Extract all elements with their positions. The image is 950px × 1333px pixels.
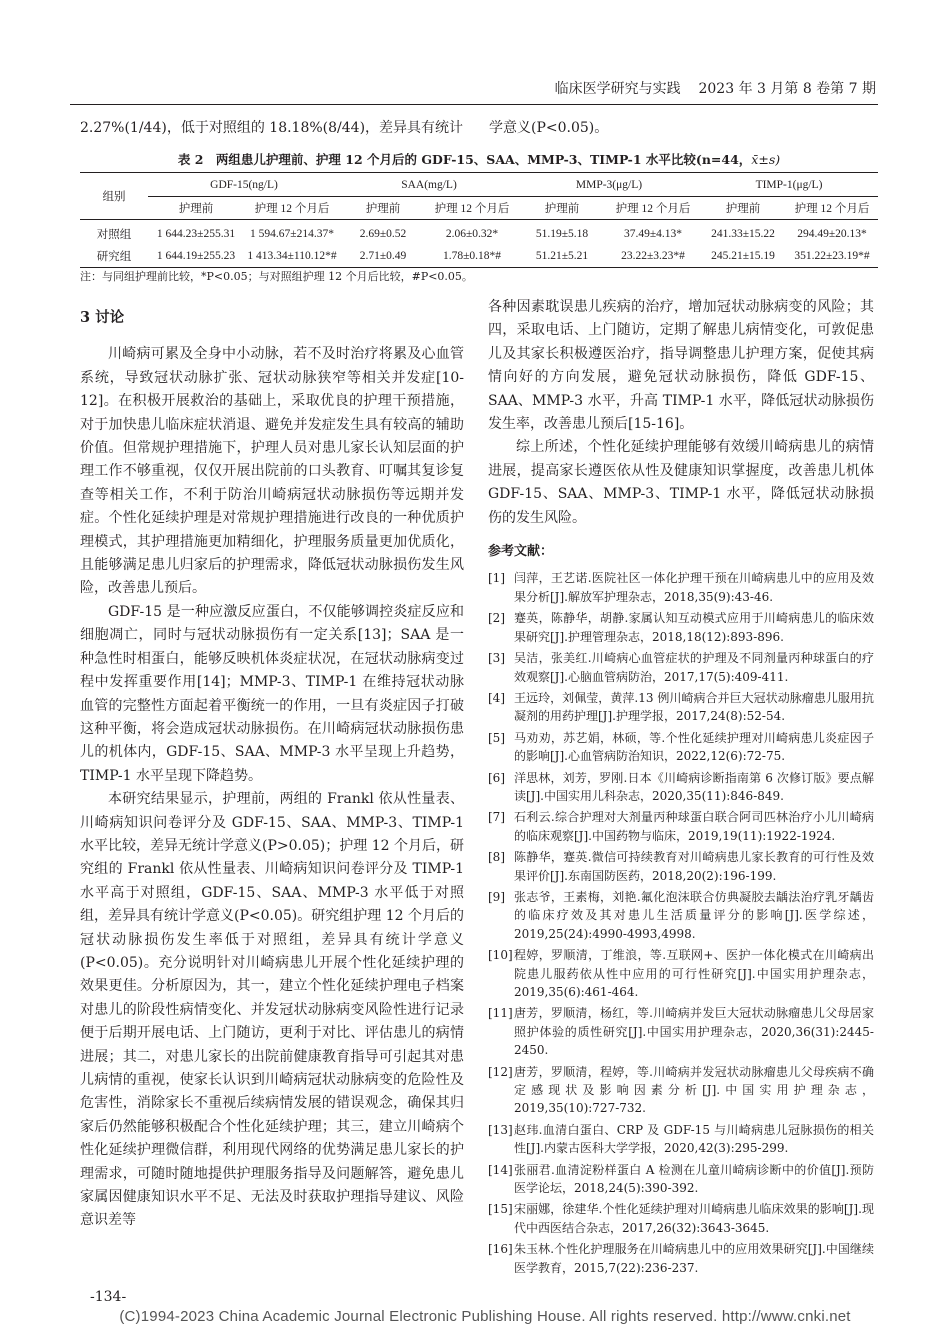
group-header: 组别	[80, 173, 148, 220]
paragraph: 川崎病可累及全身中小动脉，若不及时治疗将累及心血管系统，导致冠状动脉扩张、冠状动脉狭窄等相关并发症[10-12]。在积极开展救治的基础上，采取优良的护理干预措施，对于加快患儿临床症状消退、避免并发症发生具有较高的辅助价值。但常规护理措施下，护理人员对患儿家长认知层面的护理工作不够重视，仅仅开展出院前的口头教育、叮嘱其复诊复查等相关工作，不利于防治川崎病冠状动脉损伤等远期并发症。个性化延续护理是对常规护理措施进行改良的一种优质护理模式，其护理措施更加精细化，护理服务质量更加优质化，且能够满足患儿归家后的护理需求，降低冠状动脉损伤发生风险，改善患儿预后。	[80, 346, 464, 597]
table-title	[80, 150, 878, 168]
table-cell: 51.19±5.18	[535, 228, 589, 240]
table-cell: 1 644.19±255.23	[156, 250, 236, 262]
data-table	[80, 172, 878, 268]
reference-number: [5]	[488, 730, 505, 745]
reference-text: 唐芳，罗顺清，程婷，等.川崎病并发冠状动脉瘤患儿父母疾病不确定感现状及影响因素分析[J].中国实用护理杂志，2019,35(10):727-732.	[514, 1064, 874, 1116]
reference-text: 张丽君.血清淀粉样蛋白 A 检测在儿童川崎病诊断中的价值[J].预防医学论坛，2018,24(5):390-392.	[514, 1162, 874, 1196]
left-column	[80, 306, 464, 1233]
reference-item	[488, 1240, 874, 1277]
right-column	[488, 296, 874, 1280]
table-cell: 对照组	[96, 229, 132, 241]
intro-line-right: 学意义(P<0.05)。	[489, 120, 609, 136]
reference-number: [13]	[488, 1122, 513, 1137]
sub-header-before: 护理前	[700, 197, 786, 220]
metric-header-saa: SAA(mg/L)	[340, 173, 518, 197]
metric-header-gdf15: GDF-15(ng/L)	[148, 173, 340, 197]
reference-number: [15]	[488, 1202, 513, 1217]
table-cell: 2.69±0.52	[359, 228, 407, 240]
reference-number: [12]	[488, 1064, 513, 1079]
paragraph: GDF-15 是一种应激反应蛋白，不仅能够调控炎症反应和细胞凋亡，同时与冠状动脉损伤有一定关系[13]；SAA 是一种急性时相蛋白，能够反映机体炎症状况，在冠状动脉病变过程中发挥重要作用[14]；MMP-3、TIMP-1 在维持冠状动脉血管的完整性方面起着平衡统一的作用，一旦有炎症因子打破这种平衡，将会造成冠状动脉损伤。在川崎病冠状动脉损伤患儿的机体内，GDF-15、SAA、MMP-3 水平呈现上升趋势，TIMP-1 水平呈现下降趋势。	[80, 603, 464, 784]
sub-header-before: 护理前	[148, 197, 244, 220]
references-list	[488, 569, 874, 1277]
reference-number: [10]	[488, 948, 513, 963]
page-number: -134-	[90, 1289, 127, 1305]
reference-item	[488, 649, 874, 686]
reference-number: [1]	[488, 571, 505, 586]
section-title: 3 讨论	[80, 309, 125, 326]
table-cell: 1 644.23±255.31	[156, 228, 236, 240]
reference-number: [9]	[488, 889, 505, 904]
table-cell: 245.21±15.19	[711, 250, 775, 262]
reference-item	[488, 729, 874, 766]
reference-text: 马劝劝，苏艺娟，林硕，等.个性化延续护理对川崎病患儿炎症因子的影响[J].心血管病防治知识，2022,12(6):72-75.	[514, 730, 874, 764]
reference-number: [7]	[488, 810, 505, 825]
intro-line-left: 2.27%(1/44)，低于对照组的 18.18%(8/44)，差异具有统计	[80, 120, 464, 136]
table-cell: 351.22±23.19*#	[794, 250, 870, 262]
reference-number: [16]	[488, 1242, 513, 1257]
reference-item	[488, 1063, 874, 1118]
reference-text: 石利云.综合护理对大剂量丙种球蛋白联合阿司匹林治疗小儿川崎病的临床观察[J].中国药物与临床，2019,19(11):1922-1924.	[514, 810, 874, 843]
reference-text: 宋丽娜，徐建华.个性化延续护理对川崎病患儿临床效果的影响[J].现代中西医结合杂志，2017,26(32):3643-3645.	[514, 1202, 874, 1235]
reference-number: [3]	[488, 651, 505, 666]
table-row	[80, 245, 878, 268]
reference-number: [14]	[488, 1162, 513, 1177]
reference-item	[488, 1121, 874, 1158]
paragraph: 本研究结果显示，护理前，两组的 Frankl 依从性量表、川崎病知识问卷评分及 GDF-15、SAA、MMP-3、TIMP-1 水平比较，差异无统计学意义(P>0.05)；护理 12 个月后，研究组的 Frankl 依从性量表、川崎病知识问卷评分及 TIMP-1 水平高于对照组，GDF-15、SAA、MMP-3 水平低于对照组，差异具有统计学意义(P<0.05)。研究组护理 12 个月后的冠状动脉损伤发生率低于对照组，差异具有统计学意义(P<0.05)。充分说明针对川崎病患儿开展个性化延续护理的效果更佳。分析原因为，其一，建立个性化延续护理电子档案对患儿的阶段性病情变化、并发冠状动脉病变风险性进行记录便于后期开展电话、上门随访，更利于对比、评估患儿的病情进展；其二，对患儿家长的出院前健康教育指导可引起其对患儿病情的重视，使家长认识到川崎病冠状动脉病变的危险性及危害性，消除家长不重视后续病情发展的错误观念，确保其归家后仍然能够积极配合个性化延续护理；其三，建立川崎病个性化延续护理微信群，利用现代网络的优势满足患儿家长的护理需求，可随时随地提供护理服务指导及问题解答，避免患儿家属因健康知识水平不足、无法及时获取护理指导建议、风险意识差等	[80, 791, 464, 1229]
reference-item	[488, 848, 874, 885]
reference-text: 程婷，罗顺清，丁维浪，等.互联网+、医护一体化模式在川崎病出院患儿服药依从性中应用的可行性研究[J].中国实用护理杂志，2019,35(6):461-464.	[514, 948, 874, 999]
table-cell: 37.49±4.13*	[623, 228, 683, 240]
reference-item	[488, 888, 874, 943]
table-cell: 1.78±0.18*#	[442, 250, 502, 262]
table-cell: 1 413.34±110.12*#	[247, 250, 337, 262]
metric-header-timp1: TIMP-1(μg/L)	[700, 173, 878, 197]
table-cell: 2.71±0.49	[359, 250, 407, 262]
journal-name: 临床医学研究与实践	[554, 81, 681, 97]
paragraph: 各种因素耽误患儿疾病的治疗，增加冠状动脉病变的风险；其四，采取电话、上门随访，定期了解患儿病情变化，可敦促患儿及其家长积极遵医治疗，指导调整患儿护理方案，促使其病情向好的方向发展，避免冠状动脉损伤，降低 GDF-15、SAA、MMP-3 水平，升高 TIMP-1 水平，降低冠状动脉损伤发生率，改善患儿预后[15-16]。	[488, 299, 874, 433]
reference-text: 朱玉林.个性化护理服务在川崎病患儿中的应用效果研究[J].中国继续医学教育，2015,7(22):236-237.	[514, 1242, 874, 1275]
reference-text: 蹇英，陈静华，胡静.家属认知互动模式应用于川崎病患儿的临床效果研究[J].护理管理杂志，2018,18(12):893-896.	[514, 611, 874, 644]
table-cell: 294.49±20.13*	[797, 228, 867, 240]
reference-text: 张志爷，王素梅，刘艳.氟化泡沫联合仿典凝胶去龋法治疗乳牙龋齿的临床疗效及其对患儿生活质量评分的影响[J].医学综述，2019,25(24):4990-4993,4998.	[514, 889, 874, 941]
reference-item	[488, 1161, 874, 1198]
references-title: 参考文献：	[488, 544, 554, 560]
reference-number: [8]	[488, 850, 505, 865]
reference-item	[488, 569, 874, 606]
table-row	[80, 220, 878, 246]
table-cell: 研究组	[96, 251, 132, 263]
sub-header-after: 护理 12 个月后	[426, 197, 518, 220]
reference-text: 陈静华，蹇英.微信可持续教育对川崎病患儿家长教育的可行性及效果评价[J].东南国防医药，2018,20(2):196-199.	[514, 850, 874, 883]
table-cell: 51.21±5.21	[535, 250, 589, 262]
reference-number: [6]	[488, 770, 505, 785]
sub-header-after: 护理 12 个月后	[786, 197, 878, 220]
sub-header-before: 护理前	[518, 197, 606, 220]
table-cell: 23.22±3.23*#	[621, 250, 685, 262]
journal-issue: 2023 年 3 月第 8 卷第 7 期	[698, 81, 876, 97]
metric-header-mmp3: MMP-3(μg/L)	[518, 173, 700, 197]
sub-header-after: 护理 12 个月后	[606, 197, 700, 220]
reference-item	[488, 1200, 874, 1237]
table-cell: 241.33±15.22	[711, 228, 775, 240]
reference-text: 赵玮.血清白蛋白、CRP 及 GDF-15 与川崎病患儿冠脉损伤的相关性[J].内蒙古医科大学学报，2020,42(3):295-299.	[514, 1122, 874, 1156]
reference-text: 闫萍，王艺诺.医院社区一体化护理干预在川崎病患儿中的应用及效果分析[J].解放军护理杂志，2018,35(9):43-46.	[514, 571, 874, 604]
reference-item	[488, 946, 874, 1001]
reference-text: 王远玲，刘佩莹，黄萍.13 例川崎病合并巨大冠状动脉瘤患儿服用抗凝剂的用药护理[J].护理学报，2017,24(8):52-54.	[514, 690, 874, 724]
table-title-text: 表 2 两组患儿护理前、护理 12 个月后的 GDF-15、SAA、MMP-3、TIMP-1 水平比较(n=44，	[177, 152, 752, 167]
journal-header	[520, 78, 876, 98]
copyright-footer: (C)1994-2023 China Academic Journal Electronic Publishing House. All rights reserved. http://www.cnki.net	[119, 1308, 851, 1325]
sub-header-before: 护理前	[340, 197, 426, 220]
table-title-tail: x̄±s)	[751, 152, 781, 167]
reference-text: 唐芳，罗顺清，杨红，等.川崎病并发巨大冠状动脉瘤患儿父母居家照护体验的质性研究[J].中国实用护理杂志，2020,36(31):2445-2450.	[514, 1006, 874, 1058]
reference-item	[488, 1004, 874, 1059]
reference-item	[488, 609, 874, 646]
reference-text: 洋思林，刘芳，罗刚.日本《川崎病诊断指南第 6 次修订版》要点解读[J].中国实用儿科杂志，2020,35(11):846-849.	[514, 770, 874, 803]
reference-item	[488, 769, 874, 806]
reference-text: 吴洁，张美红.川崎病心血管症状的护理及不同剂量丙种球蛋白的疗效观察[J].心脑血管病防治，2017,17(5):409-411.	[514, 651, 874, 684]
reference-item	[488, 689, 874, 726]
table-cell: 2.06±0.32*	[445, 228, 499, 240]
sub-header-after: 护理 12 个月后	[244, 197, 340, 220]
header-rule	[70, 104, 878, 105]
reference-number: [4]	[488, 690, 505, 705]
reference-number: [11]	[488, 1006, 513, 1021]
reference-number: [2]	[488, 611, 505, 626]
table-note: 注：与同组护理前比较，*P<0.05；与对照组护理 12 个月后比较，#P<0.05。	[80, 270, 473, 283]
table-cell: 1 594.67±214.37*	[250, 228, 334, 240]
reference-item	[488, 808, 874, 845]
paragraph: 综上所述，个性化延续护理能够有效缓川崎病患儿的病情进展，提高家长遵医依从性及健康知识掌握度，改善患儿机体 GDF-15、SAA、MMP-3、TIMP-1 水平，降低冠状动脉损伤的发生风险。	[488, 439, 874, 526]
